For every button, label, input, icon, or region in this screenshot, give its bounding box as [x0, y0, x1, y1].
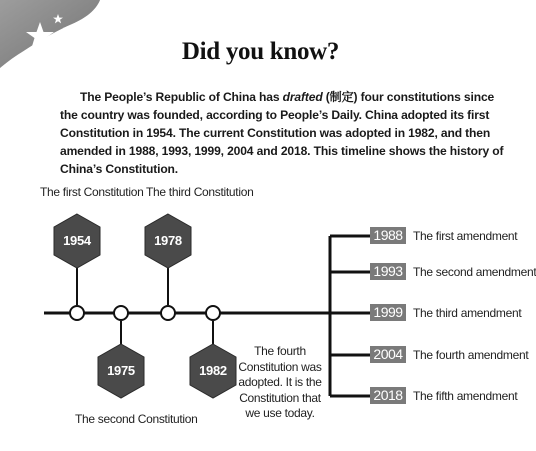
- timeline-node-1954: [70, 306, 84, 320]
- intro-italic-word: drafted: [282, 90, 323, 104]
- page-title: Did you know?: [181, 38, 340, 65]
- timeline-node-1982: [206, 306, 220, 320]
- year-label-1975: 1975: [107, 363, 135, 378]
- amendment-year-1993: 1993: [370, 263, 406, 280]
- amendment-year-1988: 1988: [370, 227, 406, 244]
- year-label-1954: 1954: [63, 233, 91, 248]
- amendment-year-1999: 1999: [370, 304, 406, 321]
- amendment-year-2018: 2018: [370, 387, 406, 404]
- intro-text-rest: (制定) four constitutions since the country was founded, according to People’s Daily. China adopted its first Constitution in 1954. The current Constitution was adopted in 1982, and then amended in 1988, 1993, 1999, 2004 and 2018. This timeline shows the history of China’s Constitution.: [60, 90, 504, 176]
- caption-first-constitution: The first Constitution: [40, 185, 144, 199]
- caption-second-constitution: The second Constitution: [75, 412, 198, 426]
- caption-fourth-constitution: The fourth Constitution was adopted. It is the Constitution that we use today.: [238, 344, 322, 420]
- year-label-1982: 1982: [199, 363, 227, 378]
- amendment-label-fourth: The fourth amendment: [413, 348, 529, 362]
- amendment-label-second: The second amendment: [413, 265, 536, 279]
- amendment-label-first: The first amendment: [413, 229, 518, 243]
- year-label-1978: 1978: [154, 233, 182, 248]
- amendment-label-fifth: The fifth amendment: [413, 389, 518, 403]
- amendment-label-third: The third amendment: [413, 306, 522, 320]
- intro-text-start: The People’s Republic of China has: [80, 90, 283, 104]
- amendment-year-2004: 2004: [370, 346, 406, 363]
- timeline-node-1978: [161, 306, 175, 320]
- timeline-node-1975: [114, 306, 128, 320]
- caption-third-constitution: The third Constitution: [146, 185, 254, 199]
